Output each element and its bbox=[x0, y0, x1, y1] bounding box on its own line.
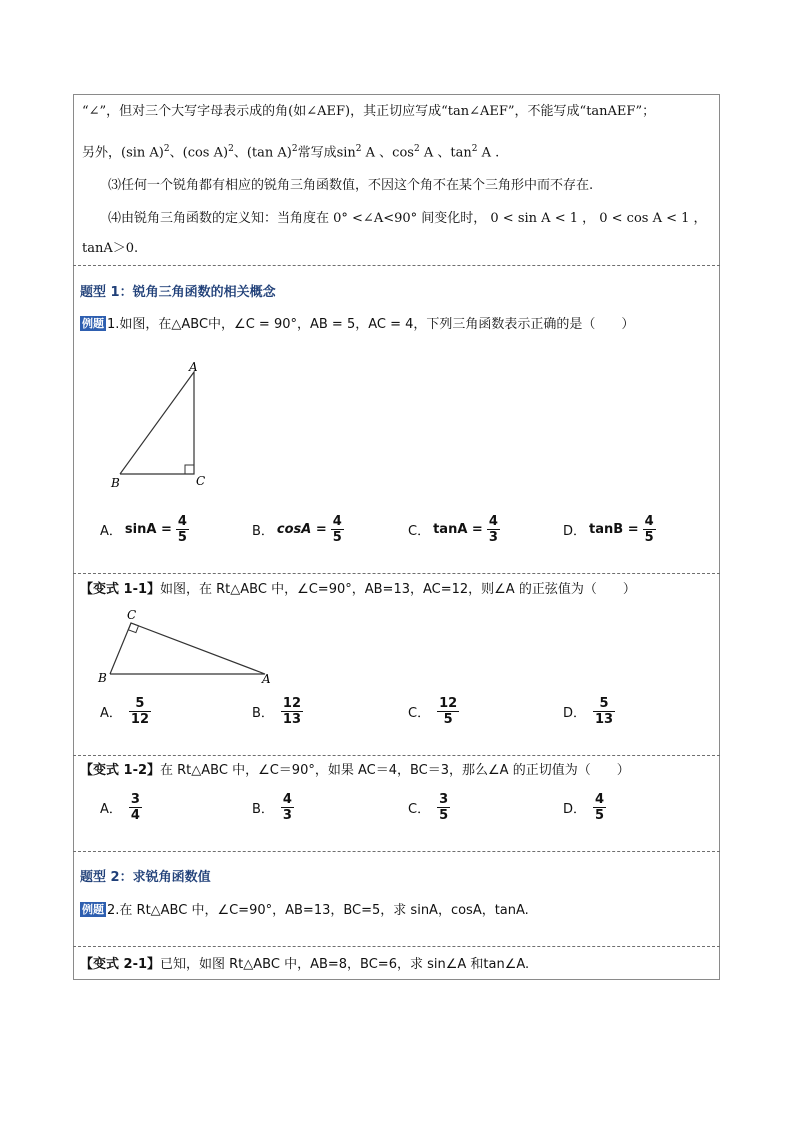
var11-option-c[interactable]: C． $\frac{12}{5}$ bbox=[408, 696, 458, 727]
example-badge: 例题 bbox=[82, 317, 104, 330]
type1-question: 例题 1.如图，在△ABC中，∠C = 90°，AB = 5，AC = 4，下列三角函数表示正确的是（ ） bbox=[82, 317, 635, 332]
type2-question: 例题 2.在 Rt△ABC 中，∠C=90°，AB=13，BC=5，求 sinA，cosA，tanA. bbox=[82, 903, 529, 918]
var12-question: 【变式 1-2】在 Rt△ABC 中，∠C＝90°，如果 AC＝4，BC＝3，那么∠A 的正切值为（ ） bbox=[80, 763, 630, 778]
figure-triangle-1 bbox=[105, 358, 215, 490]
var11-option-b[interactable]: B． $\frac{12}{13}$ bbox=[252, 696, 302, 727]
var11-option-d[interactable]: D． $\frac{5}{13}$ bbox=[563, 696, 614, 727]
example-badge: 例题 bbox=[82, 903, 104, 916]
divider bbox=[73, 573, 720, 574]
type1-option-c[interactable]: C． tanA = $\frac{4}{3}$ bbox=[408, 514, 498, 545]
type2-heading: 题型 2：求锐角函数值 bbox=[80, 870, 211, 885]
vertex-label-B: B bbox=[111, 476, 120, 490]
var12-option-c[interactable]: C． $\frac{3}{5}$ bbox=[408, 792, 449, 823]
var11-question: 【变式 1-1】如图，在 Rt△ABC 中，∠C=90°，AB=13，AC=12，则∠A 的正弦值为（ ） bbox=[80, 582, 636, 597]
type1-option-a[interactable]: A． sinA = $\frac{4}{5}$ bbox=[100, 514, 187, 545]
vertex-label-B: B bbox=[98, 671, 107, 685]
note-line-3: ⑶任何一个锐角都有相应的锐角三角函数值，不因这个角不在某个三角形中而不存在. bbox=[108, 178, 594, 193]
divider bbox=[73, 265, 720, 266]
note-line-2: 另外，(sin A)$^2$、(cos A)$^2$、(tan A)$^2$常写成$\sin^2 A$ 、$\cos^2 A$ 、$\tan^2 A$ . bbox=[82, 144, 500, 161]
note-line-1: “∠”，但对三个大写字母表示成的角(如∠AEF)，其正切应写成“tan∠AEF”，不能写成“tanAEF”； bbox=[82, 104, 656, 119]
vertex-label-A: A bbox=[189, 360, 198, 374]
var11-option-a[interactable]: A． $\frac{5}{12}$ bbox=[100, 696, 149, 727]
figure-triangle-2 bbox=[95, 606, 280, 688]
var12-option-b[interactable]: B． $\frac{4}{3}$ bbox=[252, 792, 292, 823]
note-line-4: ⑷由锐角三角函数的定义知：当角度在 0° <∠A<90° 间变化时， 0 < sin A < 1 ， 0 < cos A < 1 ， bbox=[108, 211, 707, 226]
divider bbox=[73, 755, 720, 756]
divider bbox=[73, 946, 720, 947]
type1-option-b[interactable]: B． cosA = $\frac{4}{5}$ bbox=[252, 514, 342, 545]
note-line-5: tanA＞0. bbox=[82, 241, 139, 256]
type1-option-d[interactable]: D． tanB = $\frac{4}{5}$ bbox=[563, 514, 654, 545]
vertex-label-C: C bbox=[196, 474, 206, 488]
divider bbox=[73, 851, 720, 852]
type1-heading: 题型 1：锐角三角函数的相关概念 bbox=[80, 285, 276, 300]
var21-question: 【变式 2-1】已知，如图 Rt△ABC 中，AB=8，BC=6，求 sin∠A 和tan∠A. bbox=[80, 957, 530, 972]
var12-option-d[interactable]: D． $\frac{4}{5}$ bbox=[563, 792, 605, 823]
var12-option-a[interactable]: A． $\frac{3}{4}$ bbox=[100, 792, 140, 823]
vertex-label-C: C bbox=[127, 608, 137, 622]
vertex-label-A: A bbox=[262, 672, 271, 686]
